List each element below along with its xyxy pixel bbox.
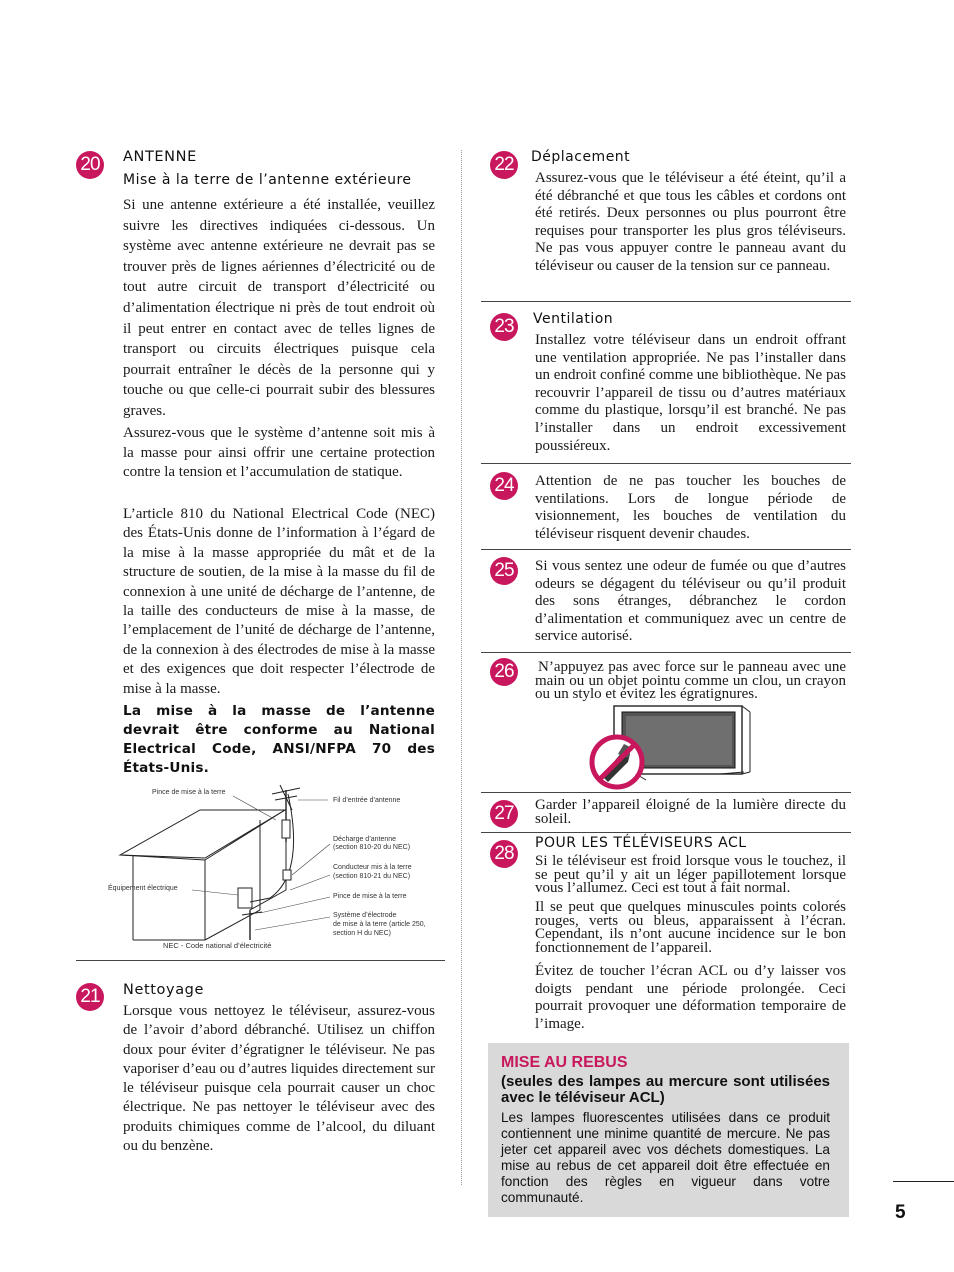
section-number-badge-21: 21 <box>76 983 104 1011</box>
diagram-label-ground-clamp-top: Pince de mise à la terre <box>152 789 226 796</box>
diagram-label-electrode-system-1: Système d’électrode <box>333 912 397 919</box>
divider-25 <box>481 652 851 653</box>
divider-26 <box>481 792 851 793</box>
antenna-paragraph-1: Si une antenne extérieure a été installée, veuillez suivre les directives indiquées ci-dessous. Un système avec antenne extérieure ne devrait pas se trouver près de lignes aériennes d’électricité ou de tout autre circuit de transport d’électricité ou d’alimentation électrique ni près de tout endroit où il peut entrer en contact avec de telles lignes de transport ou circuits électriques puisque cela pourrait entraîner le décès de la personne qui y touche ou que celle-ci pourrait subir des blessures graves. <box>123 197 435 419</box>
antenna-paragraph-3: L’article 810 du National Electrical Code (NEC) des États-Unis donne de l’information à l’égard de la mise à la masse appropriée du mât et de la structure de soutien, de la mise à la masse du fil de connexion à une unité de décharge de l’antenne, de la taille des conducteurs de mise à la masse, de l’emplacement de l’unité de décharge de l’antenne, de la connexion à des électrodes de mise à la masse et des exigences que doit respecter l’électrode de mise à la masse. <box>123 506 435 697</box>
page-number-rule <box>893 1181 954 1182</box>
diagram-label-discharge-ref: (section 810-20 du NEC) <box>333 844 411 851</box>
ventilation-paragraph: Installez votre téléviseur dans un endroit offrant une ventilation appropriée. Ne pas l’installer dans un endroit confiné comme une bibliothèque. Ne pas recouvrir l’appareil de tissu ou d’autres matériaux comme du plastique, lorsqu’il est branché. Ne pas l’installer dans un endroit excessivement poussiéreux. <box>535 332 846 454</box>
diagram-caption-nec: NEC - Code national d’électricité <box>163 941 272 950</box>
section-number-badge-20: 20 <box>76 151 104 179</box>
section-number-badge-25: 25 <box>490 557 518 585</box>
cleaning-paragraph: Lorsque vous nettoyez le téléviseur, assurez-vous de l’avoir d’abord débranché. Utilisez un chiffon doux pour éviter d’égratigner le téléviseur. Ne pas vaporiser d’eau ou d’autres liquides directement sur le téléviseur puisque cela pourrait causer un choc électrique. Ne pas nettoyer le téléviseur avec des produits chimiques comme de l’alcool, du diluant ou du benzène. <box>123 1003 435 1155</box>
section-number-badge-27: 27 <box>490 800 518 828</box>
divider-24 <box>481 549 851 550</box>
column-separator <box>461 150 462 1185</box>
antenna-warning: La mise à la masse de l’antenne devrait être conforme au National Electrical Code, ANSI/NFPA 70 des États-Unis. <box>123 703 435 776</box>
moving-heading: Déplacement <box>531 149 631 165</box>
divider-22 <box>481 301 851 302</box>
disposal-title: MISE AU REBUS <box>501 1054 628 1071</box>
antenna-heading: ANTENNE <box>123 149 197 165</box>
section-number-badge-28: 28 <box>490 840 518 868</box>
disposal-subtitle: (seules des lampes au mercure sont utilisées avec le téléviseur ACL) <box>501 1073 830 1106</box>
page-number: 5 <box>895 1202 906 1223</box>
vents-paragraph: Attention de ne pas toucher les bouches de ventilations. Lors de longue période de visionnement, les bouches de ventilation du téléviseur risquent devenir chaudes. <box>535 473 846 542</box>
tv-no-touch-illustration <box>588 704 754 790</box>
tv-prohibited-icon <box>588 704 754 790</box>
sunlight-paragraph: Garder l’appareil éloigné de la lumière directe du soleil. <box>535 797 846 827</box>
section-number-badge-23: 23 <box>490 313 518 341</box>
section-number-badge-26: 26 <box>490 658 518 686</box>
diagram-label-discharge-unit: Décharge d’antenne <box>333 836 397 843</box>
divider-23 <box>481 463 851 464</box>
antenna-grounding-diagram <box>100 780 445 960</box>
smoke-paragraph: Si vous sentez une odeur de fumée ou que d’autres odeurs se dégagent du téléviseur ou qu’il produit des sons étranges, débranchez le cordon d’alimentation et communiquez avec un centre de service autorisé. <box>535 558 846 645</box>
diagram-label-electrode-system-2: de mise à la terre (article 250, <box>333 921 426 928</box>
disposal-notice-box <box>488 1043 849 1217</box>
left-divider <box>76 960 445 961</box>
lcd-paragraph-3: Évitez de toucher l’écran ACL ou d’y laisser vos doigts pendant une période prolongée. Ceci pourrait provoquer une déformation temporaire de l’image. <box>535 963 846 1032</box>
diagram-label-grounding-conductors-ref: (section 810-21 du NEC) <box>333 873 411 880</box>
diagram-label-electrode-system-3: section H du NEC) <box>333 930 391 937</box>
diagram-label-electric-equipment: Équipement électrique <box>108 885 178 892</box>
section-number-badge-24: 24 <box>490 472 518 500</box>
disposal-paragraph: Les lampes fluorescentes utilisées dans ce produit contiennent une minime quantité de mercure. Ne pas jeter cet appareil avec vos déchets domestiques. La mise au rebus de cet appareil doit être effectuée en fonction des règles en vigueur dans votre communauté. <box>501 1110 830 1205</box>
lcd-heading: POUR LES TÉLÉVISEURS ACL <box>535 835 747 851</box>
moving-paragraph: Assurez-vous que le téléviseur a été éteint, qu’il a été débranché et que tous les câbles et cordons ont été retirés. Deux personnes ou plus pourront être requises pour transporter les plus gros téléviseurs. Ne pas vous appuyer contre le panneau avant du téléviseur ou causer de la tension sur ce panneau. <box>535 170 846 274</box>
diagram-label-lead-in-wire: Fil d’entrée d’antenne <box>333 797 401 804</box>
pressure-paragraph: N’appuyez pas avec force sur le panneau avec une main ou un objet pointu comme un clou, un crayon ou un stylo et évitez les égratignures. <box>535 659 846 703</box>
divider-27 <box>481 832 851 833</box>
ventilation-heading: Ventilation <box>533 311 614 327</box>
antenna-subheading: Mise à la terre de l’antenne extérieure <box>123 172 412 188</box>
antenna-paragraph-2: Assurez-vous que le système d’antenne soit mis à la masse pour ainsi offrir une certaine protection contre la tension et l’accumulation de statique. <box>123 425 435 481</box>
diagram-label-ground-clamps: Pince de mise à la terre <box>333 893 407 900</box>
section-number-badge-22: 22 <box>490 151 518 179</box>
lcd-paragraph-2: Il se peut que quelques minuscules points colorés rouges, verts ou bleus, apparaissent à l’écran. Cependant, ils n’ont aucune incidence sur le bon fonctionnement de l’appareil. <box>535 899 846 956</box>
lcd-paragraph-1: Si le téléviseur est froid lorsque vous le touchez, il se peut qu’il y ait un léger papillotement lorsque vous l’allumez. Ceci est tout à fait normal. <box>535 853 846 897</box>
cleaning-heading: Nettoyage <box>123 982 205 998</box>
diagram-label-grounding-conductors: Conducteur mis à la terre <box>333 864 412 871</box>
